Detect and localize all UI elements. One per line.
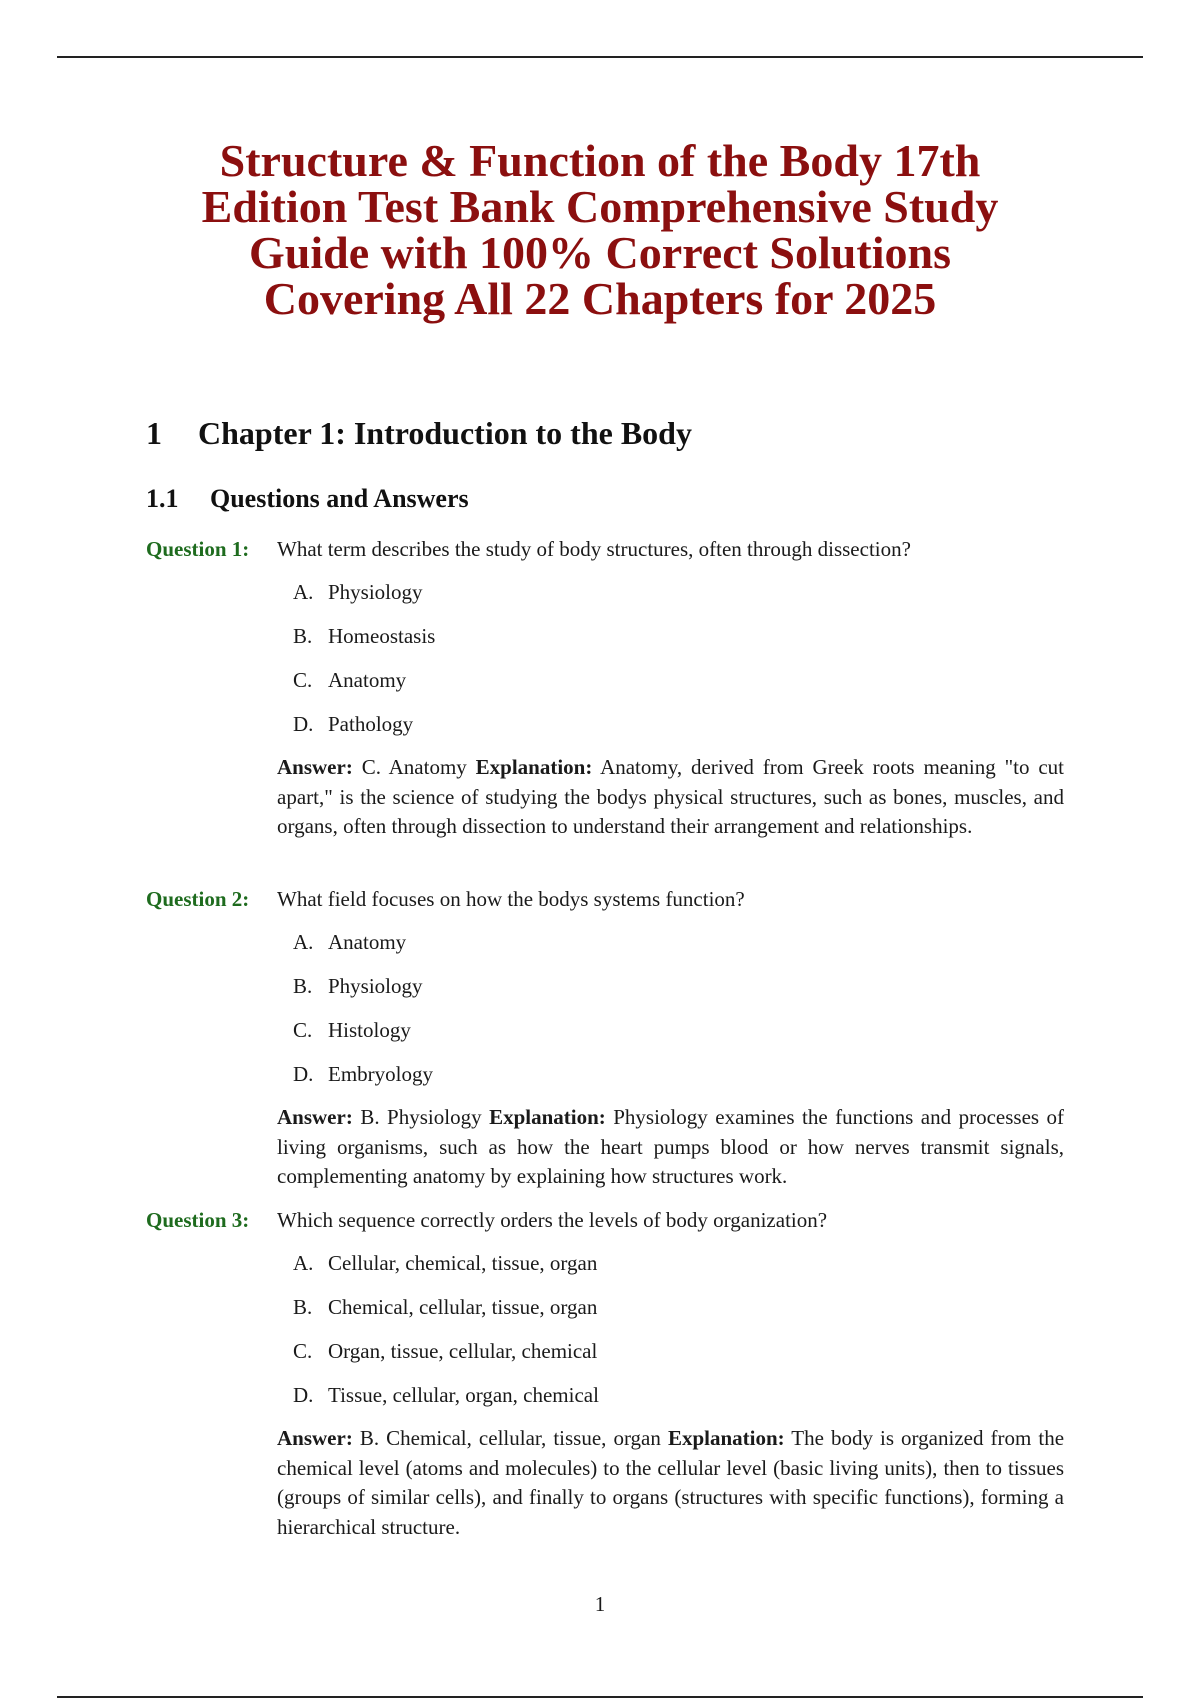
option-letter: D. (293, 1383, 314, 1407)
option-item (293, 1060, 433, 1088)
explanation-text: Physiology examines the functions and processes of living organisms, such as how the heart pumps blood or how nerves transmit signals, complementing anatomy by explaining how structures work. (277, 1105, 1065, 1188)
answer-explanation (277, 1103, 1064, 1192)
chapter-title: Chapter 1: Introduction to the Body (198, 415, 692, 451)
option-letter: D. (293, 712, 314, 736)
bottom-rule (57, 1696, 1143, 1698)
section-number: 1.1 (146, 484, 179, 513)
option-letter: D. (293, 1062, 314, 1086)
option-letter: C. (293, 668, 313, 692)
answer-explanation (277, 1424, 1064, 1542)
explanation-text: Anatomy, derived from Greek roots meaning "to cut apart," is the science of studying the bodys physical structures, such as bones, muscles, and organs, often through dissection to understand their arrangement and relationships. (277, 755, 1065, 838)
option-letter: B. (293, 1295, 313, 1319)
option-letter: B. (293, 974, 313, 998)
explanation-text: The body is organized from the chemical level (atoms and molecules) to the cellular level (basic living units), then to tissues (groups of similar cells), and finally to organs (structures with specific functions), forming a hierarchical structure. (277, 1426, 1065, 1539)
option-text: Organ, tissue, cellular, chemical (328, 1339, 598, 1363)
option-text: Tissue, cellular, organ, chemical (328, 1383, 599, 1407)
title-line: Structure & Function of the Body 17th (219, 135, 981, 186)
chapter-heading (146, 415, 692, 452)
answer-explanation (277, 753, 1064, 842)
title-line: Guide with 100% Correct Solutions (249, 227, 951, 278)
question-block (146, 535, 1066, 838)
top-rule (57, 56, 1143, 58)
option-text: Cellular, chemical, tissue, organ (328, 1251, 598, 1275)
option-text: Physiology (328, 974, 423, 998)
option-letter: A. (293, 930, 314, 954)
question-label: Question 1: (146, 537, 250, 561)
option-item (293, 578, 423, 606)
option-letter: C. (293, 1018, 313, 1042)
answer-text: C. Anatomy (361, 755, 467, 779)
option-item (293, 666, 406, 694)
question-block (146, 1206, 1066, 1539)
question-block (146, 885, 1066, 1188)
answer-text: B. Chemical, cellular, tissue, organ (359, 1426, 661, 1450)
answer-label: Answer: (277, 1426, 353, 1450)
question-label: Question 2: (146, 887, 250, 911)
option-item (293, 710, 413, 738)
option-item (293, 1016, 411, 1044)
question-text: Which sequence correctly orders the levels of body organization? (277, 1208, 828, 1232)
option-item (293, 1381, 599, 1409)
option-text: Pathology (328, 712, 414, 736)
option-text: Homeostasis (328, 624, 436, 648)
question-text: What term describes the study of body structures, often through dissection? (277, 537, 911, 561)
title-line: Covering All 22 Chapters for 2025 (263, 273, 937, 324)
option-text: Chemical, cellular, tissue, organ (328, 1295, 598, 1319)
section-heading (146, 484, 469, 514)
option-letter: A. (293, 580, 314, 604)
option-text: Physiology (328, 580, 423, 604)
section-title: Questions and Answers (210, 484, 469, 513)
answer-label: Answer: (277, 1105, 353, 1129)
page-number: 1 (594, 1592, 606, 1616)
question-label: Question 3: (146, 1208, 250, 1232)
option-text: Histology (328, 1018, 411, 1042)
option-letter: C. (293, 1339, 313, 1363)
question-text: What field focuses on how the bodys systems function? (277, 887, 745, 911)
option-item (293, 622, 435, 650)
option-text: Anatomy (328, 930, 407, 954)
answer-label: Answer: (277, 755, 353, 779)
option-letter: B. (293, 624, 313, 648)
option-item (293, 928, 406, 956)
option-letter: A. (293, 1251, 314, 1275)
explanation-label: Explanation: (475, 755, 593, 779)
answer-text: B. Physiology (360, 1105, 482, 1129)
option-item (293, 1293, 597, 1321)
explanation-label: Explanation: (489, 1105, 606, 1129)
option-item (293, 972, 423, 1000)
option-item (293, 1337, 597, 1365)
option-text: Embryology (328, 1062, 433, 1086)
chapter-number: 1 (146, 415, 162, 451)
explanation-label: Explanation: (667, 1426, 785, 1450)
document-title (100, 135, 1100, 324)
title-line: Edition Test Bank Comprehensive Study (201, 181, 999, 232)
option-item (293, 1249, 597, 1277)
option-text: Anatomy (328, 668, 407, 692)
